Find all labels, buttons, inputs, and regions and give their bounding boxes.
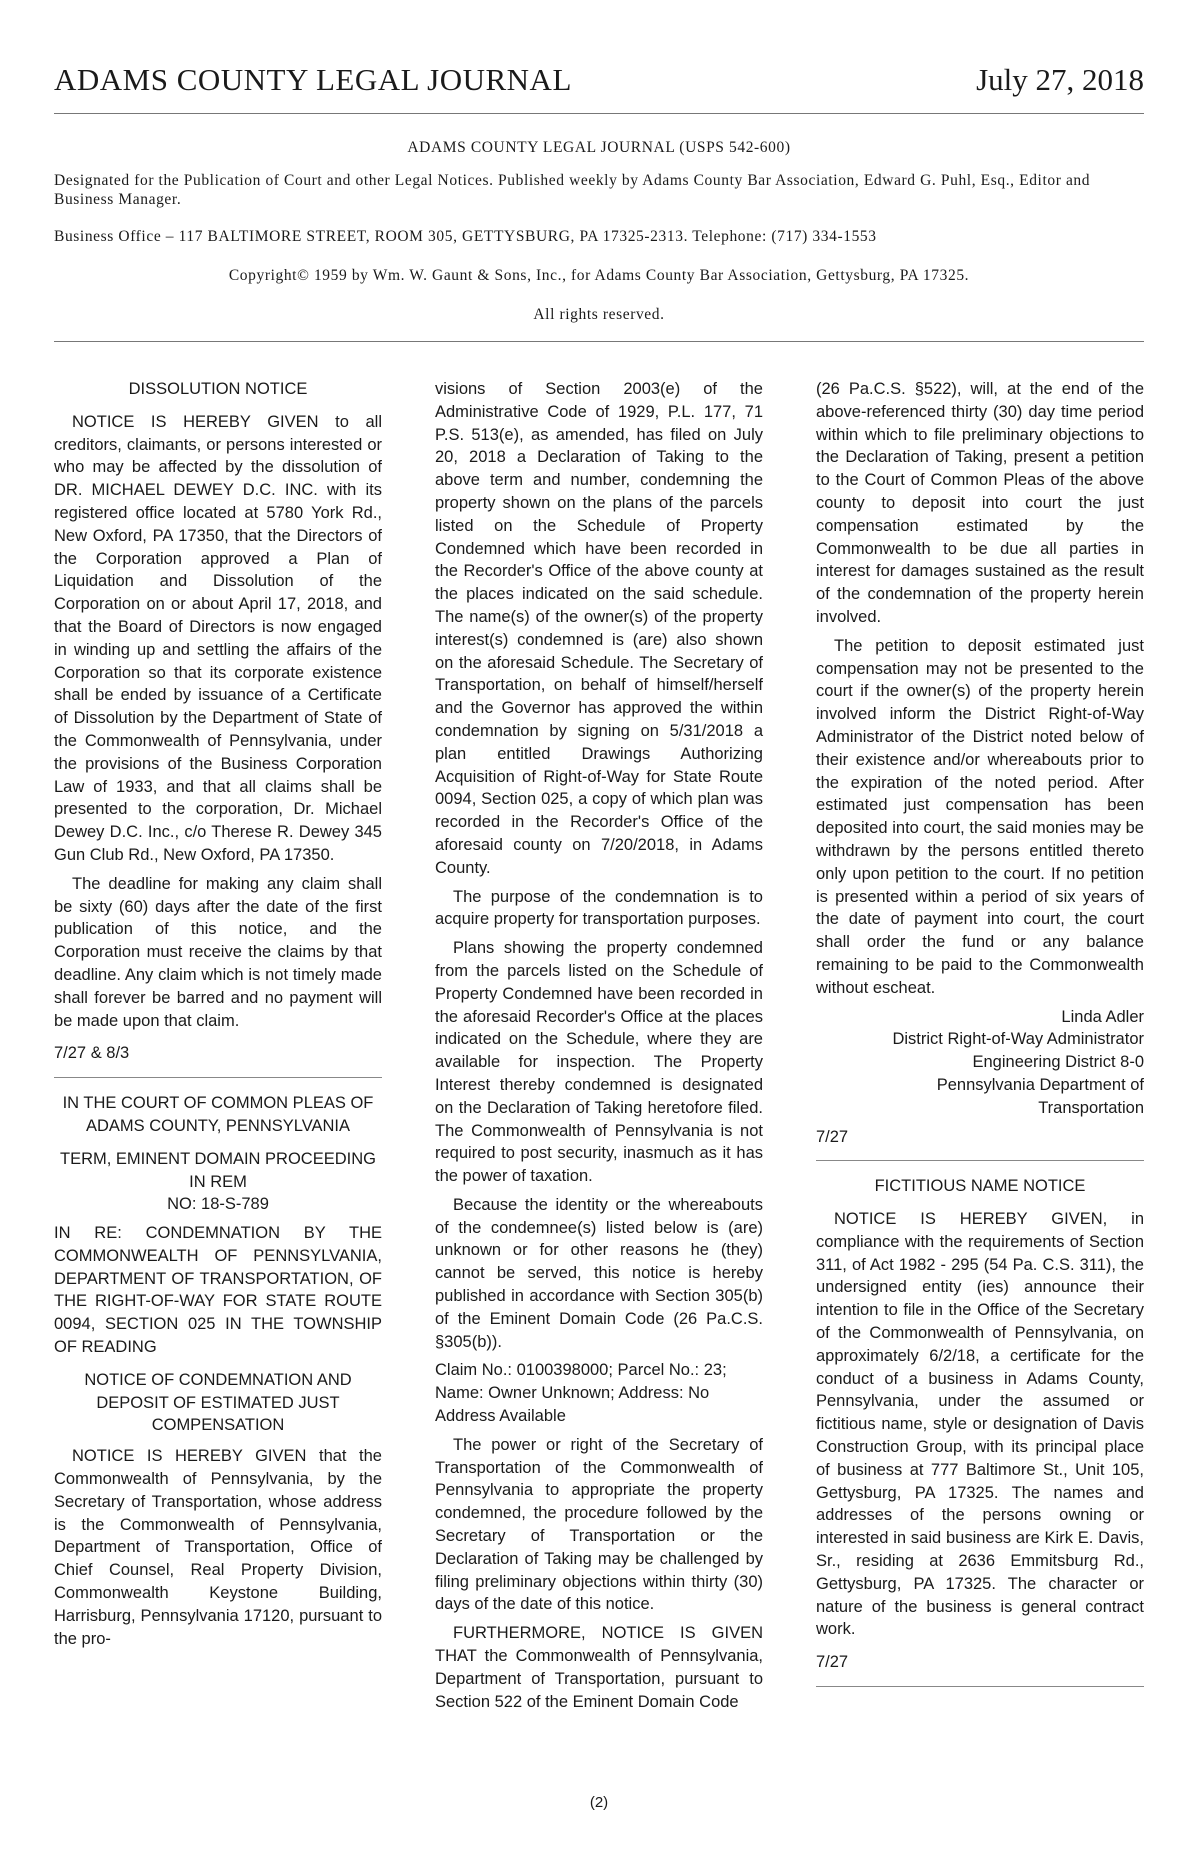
condemnation-paragraph-1-cont: visions of Section 2003(e) of the Administrative Code of 1929, P.L. 177, 71 P.S. 513(e), as amended, has filed on July 20, 2018 a Declaration of Taking to the above term and number, condemning the property shown on the plans of the parcels listed on the Schedule of Property Condemned which have been recorded in the Recorder's Office of the above county at the places indicated on the said schedule. The name(s) of the owner(s) of the property interest(s) condemned is (are) also shown on the aforesaid Schedule. The Secretary of Transportation, on behalf of himself/herself and the Governor has approved the within condemnation by signing on 5/31/2018 a plan entitled Drawings Authorizing Acquisition of Right-of-Way for State Route 0094, Section 025, a copy of which plan was recorded in the Recorder's Office of the aforesaid county on 7/20/2018, in Adams County. [435, 380, 763, 877]
masthead-business-office: Business Office – 117 BALTIMORE STREET, ROOM 305, GETTYSBURG, PA 17325-2313. Telephone: (717) 334-1553 [54, 228, 877, 245]
signatory-department: Pennsylvania Department of [936, 1075, 1144, 1094]
journal-title: ADAMS COUNTY LEGAL JOURNAL [54, 62, 572, 97]
dissolution-paragraph-1: NOTICE IS HEREBY GIVEN to all creditors, claimants, or persons interested or who may be affected by the dissolution of DR. MICHAEL DEWEY D.C. INC. with its registered office located at 5780 York Rd., New Oxford, PA 17350, that the Directors of the Corporation approved a Plan of Liquidation and Dissolution of the Corporation on or about April 17, 2018, and that the Board of Directors is now engaged in winding up and settling the affairs of the Corporation so that its corporate existence shall be ended by issuance of a Certificate of Dissolution by the Department of State of the Commonwealth of Pennsylvania, under the provisions of the Business Corporation Law of 1933, and that all claims shall be presented to the corporation, Dr. Michael Dewey D.C. Inc., c/o Therese R. Dewey 345 Gun Club Rd., New Oxford, PA 17350. [54, 412, 382, 864]
proceeding-term: TERM, EMINENT DOMAIN PROCEEDING IN REM [60, 1149, 376, 1191]
condemnation-paragraph-1-start: NOTICE IS HEREBY GIVEN that the Commonwealth of Pennsylvania, by the Secretary of Transportation, whose address is the Commonwealth of Pennsylvania, Department of Transportation, Office of Chief Counsel, Real Property Division, Commonwealth Keystone Building, Harrisburg, Pennsylvania 17120, pursuant to the pro- [54, 1447, 382, 1648]
masthead-title: ADAMS COUNTY LEGAL JOURNAL (USPS 542-600) [407, 139, 791, 156]
dissolution-dates: 7/27 & 8/3 [54, 1044, 130, 1063]
header-rule [54, 113, 1144, 114]
signatory-district: Engineering District 8-0 [972, 1053, 1144, 1072]
column-2 [435, 378, 763, 1719]
page-number: (2) [589, 1794, 609, 1811]
issue-date: July 27, 2018 [976, 62, 1144, 97]
notice-separator [816, 1686, 1144, 1687]
masthead-copyright: Copyright© 1959 by Wm. W. Gaunt & Sons, Inc., for Adams County Bar Association, Gettysburg, PA 17325. [228, 267, 970, 284]
condemnation-claim: Claim No.: 0100398000; Parcel No.: 23; Name: Owner Unknown; Address: No Address Available [435, 1361, 727, 1426]
fictitious-heading: FICTITIOUS NAME NOTICE [874, 1177, 1086, 1196]
signatory-department-cont: Transportation [1038, 1098, 1144, 1117]
condemnation-furthermore-cont: (26 Pa.C.S. §522), will, at the end of the above-referenced thirty (30) day time period within which to file preliminary objections to the Declaration of Taking, present a petition to the Court of Common Pleas of the above county to deposit into court the just compensation estimated by the Commonwealth to be due all parties in interest for damages sustained as the result of the condemnation of the property herein involved. [816, 380, 1144, 626]
masthead-rights: All rights reserved. [533, 306, 665, 323]
masthead-rule [54, 341, 1144, 342]
condemnation-date: 7/27 [816, 1127, 849, 1146]
case-number: NO: 18-S-789 [167, 1195, 269, 1214]
notice-separator [54, 1077, 382, 1078]
condemnation-purpose: The purpose of the condemnation is to acquire property for transportation purposes. [435, 887, 763, 929]
in-re-caption: IN RE: CONDEMNATION BY THE COMMONWEALTH OF PENNSYLVANIA, DEPARTMENT OF TRANSPORTATION, OF THE RIGHT-OF-WAY FOR STATE ROUTE 0094, SECTION 025 IN THE TOWNSHIP OF READING [54, 1224, 382, 1357]
journal-page [54, 0, 1144, 1855]
masthead [54, 138, 1144, 324]
signatory-title: District Right-of-Way Administrator [892, 1030, 1144, 1049]
page-header [54, 62, 1144, 102]
column-1 [54, 378, 382, 1656]
column-3 [816, 378, 1144, 1701]
notice-separator [816, 1160, 1144, 1161]
signatory-name: Linda Adler [1061, 1007, 1144, 1026]
dissolution-paragraph-2: The deadline for making any claim shall be sixty (60) days after the date of the first publication of this notice, and the Corporation must receive the claims by that deadline. Any claim which is not timely made shall forever be barred and no payment will be made upon that claim. [54, 874, 382, 1030]
masthead-designation: Designated for the Publication of Court and other Legal Notices. Published weekly by Adams County Bar Association, Edward G. Puhl, Esq., Editor and Business Manager. [54, 172, 1091, 208]
condemnation-deposit: The petition to deposit estimated just compensation may not be presented to the court if the owner(s) of the property herein involved inform the District Right-of-Way Administrator of the District noted below of their existence and/or whereabouts prior to the expiration of the noted period. After estimated just compensation has been deposited into court, the said monies may be withdrawn by the persons entitled thereto only upon petition to the court. If no petition is presented within a period of six years of the date of payment into court, the court shall order the fund or any balance remaining to be paid to the Commonwealth without escheat. [816, 636, 1144, 997]
court-heading: IN THE COURT OF COMMON PLEAS OF ADAMS COUNTY, PENNSYLVANIA [62, 1094, 374, 1135]
fictitious-paragraph: NOTICE IS HEREBY GIVEN, in compliance with the requirements of Section 311, of Act 1982 - 295 (54 Pa. C.S. 311), the undersigned entity (ies) announce their intention to file in the Office of the Secretary of the Commonwealth of Pennsylvania, on approximately 6/2/18, a certificate for the conduct of a business in Adams County, Pennsylvania, under the assumed or fictitious name, style or designation of Davis Construction Group, with its principal place of business at 777 Baltimore St., Unit 105, Gettysburg, PA 17325. The names and addresses of the persons owning or interested in said business are Kirk E. Davis, Sr., residing at 2636 Emmitsburg Rd., Gettysburg, PA 17325. The character or nature of the business is general contract work. [816, 1210, 1144, 1639]
condemnation-notice-heading: NOTICE OF CONDEMNATION AND DEPOSIT OF ESTIMATED JUST COMPENSATION [84, 1370, 352, 1435]
condemnation-service: Because the identity or the whereabouts of the condemnee(s) listed below is (are) unknown or for other reasons he (they) cannot be served, this notice is hereby published in accordance with Section 305(b) of the Eminent Domain Code (26 Pa.C.S. §305(b)). [435, 1195, 763, 1351]
condemnation-furthermore-start: FURTHERMORE, NOTICE IS GIVEN THAT the Commonwealth of Pennsylvania, Department of Transportation, pursuant to Section 522 of the Eminent Domain Code [435, 1624, 763, 1711]
fictitious-date: 7/27 [816, 1653, 849, 1672]
dissolution-heading: DISSOLUTION NOTICE [128, 380, 308, 398]
condemnation-objections: The power or right of the Secretary of Transportation of the Commonwealth of Pennsylvania to appropriate the property condemned, the procedure followed by the Secretary of Transportation or the Declaration of Taking may be challenged by filing preliminary objections within thirty (30) days of the date of this notice. [435, 1435, 763, 1614]
condemnation-plans: Plans showing the property condemned from the parcels listed on the Schedule of Property Condemned have been recorded in the aforesaid Recorder's Office at the places indicated on the Schedule, where they are available for inspection. The Property Interest thereby condemned is designated on the Declaration of Taking heretofore filed. The Commonwealth of Pennsylvania is not required to post security, inasmuch as it has the power of taxation. [435, 939, 763, 1186]
